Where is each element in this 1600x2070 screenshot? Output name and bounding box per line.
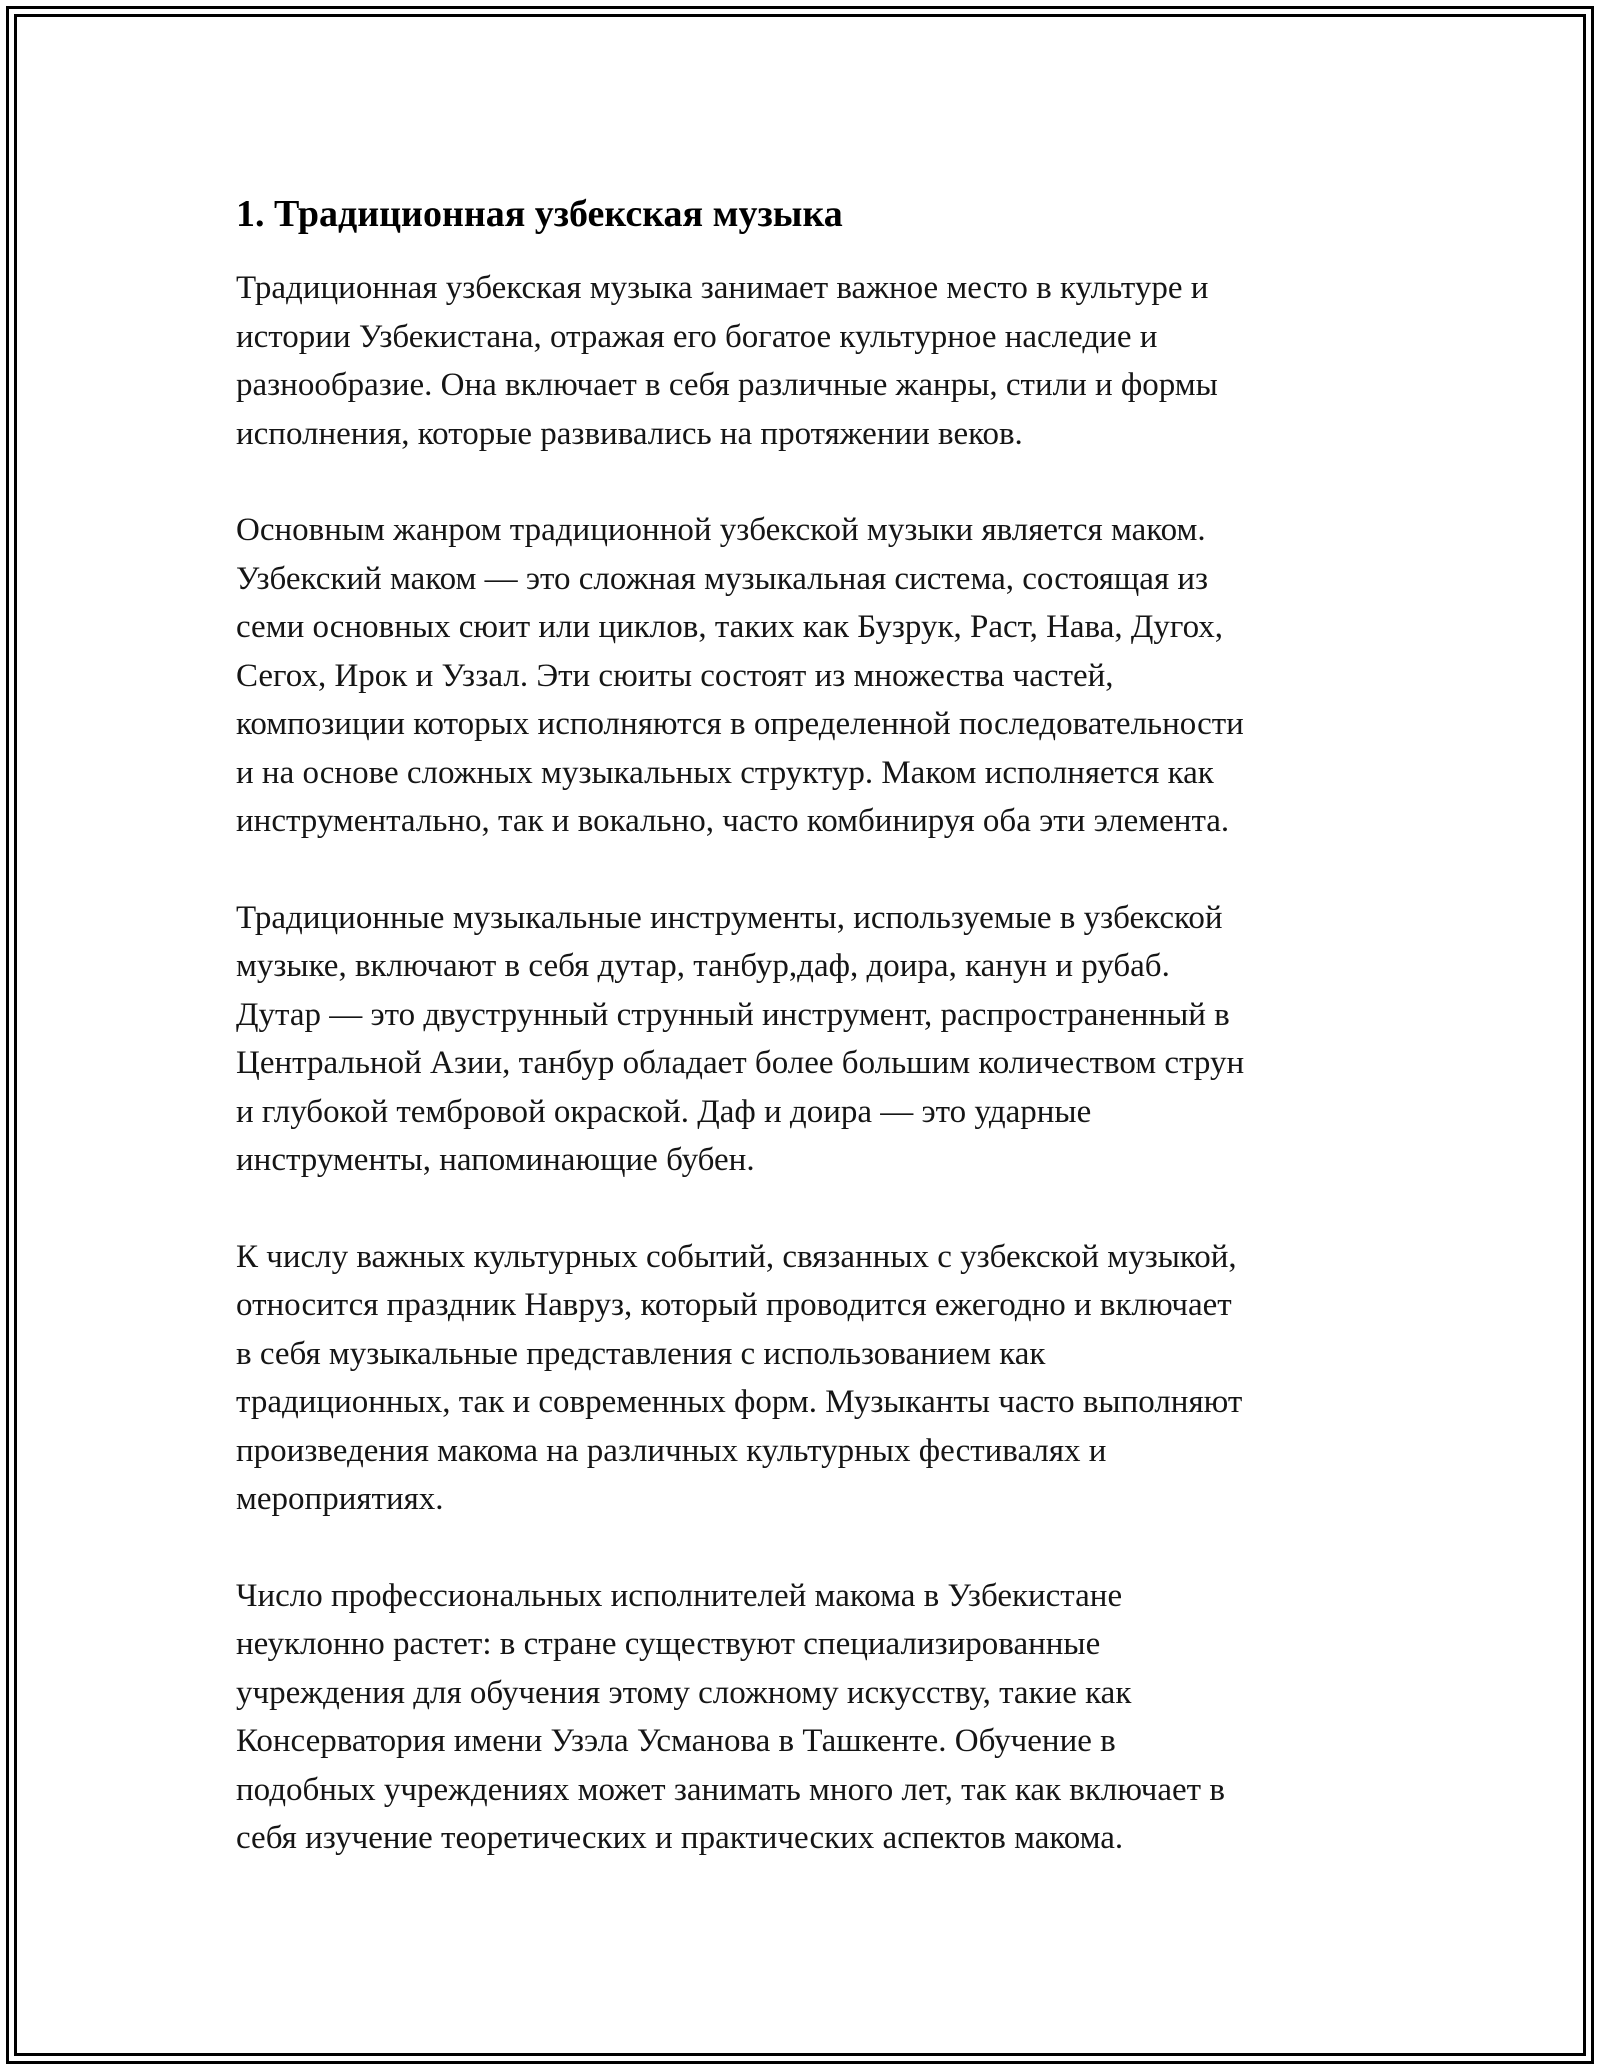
paragraph-instruments: Традиционные музыкальные инструменты, используемые в узбекской музыке, включают в себя дутар, танбур,даф, доира, канун и рубаб. Дутар — это двуструнный струнный инструмент, распространенный в Центральной Азии, танбур обладает более большим количеством струн и глубокой тембровой окраской. Даф и доира — это ударные инструменты, напоминающие бубен. xyxy=(236,899,1245,1178)
section-heading: 1. Традиционная узбекская музыка xyxy=(236,193,843,235)
paragraph-maqom: Основным жанром традиционной узбекской музыки является маком. Узбекский маком — это сложная музыкальная система, состоящая из семи основных сюит или циклов, таких как Бузрук, Раст, Нава, Дугох, Сегох, Ирок и Уззал. Эти сюиты состоят из множества частей, композиции которых исполняются в определенной последовательности и на основе сложных музыкальных структур. Маком исполняется как инструментально, так и вокально, часто комбинируя оба эти элемента. xyxy=(236,512,1244,839)
paragraph-performers: Число профессиональных исполнителей макома в Узбекистане неуклонно растет: в стране существуют специализированные учреждения для обучения этому сложному искусству, такие как Консерватория имени Узэла Усманова в Ташкенте. Обучение в подобных учреждениях может занимать много лет, так как включает в себя изучение теоретических и практических аспектов макома. xyxy=(236,1577,1225,1856)
paragraph-intro: Традиционная узбекская музыка занимает важное место в культуре и истории Узбекистана, отражая его богатое культурное наследие и разнообразие. Она включает в себя различные жанры, стили и формы исполнения, которые развивались на протяжении веков. xyxy=(236,270,1218,452)
paragraph-navruz: К числу важных культурных событий, связанных с узбекской музыкой, относится праздник Навруз, который проводится ежегодно и включает в себя музыкальные представления с использованием как традиционных, так и современных форм. Музыканты часто выполняют произведения макома на различных культурных фестивалях и мероприятиях. xyxy=(236,1238,1243,1517)
document-body xyxy=(236,190,1366,1911)
